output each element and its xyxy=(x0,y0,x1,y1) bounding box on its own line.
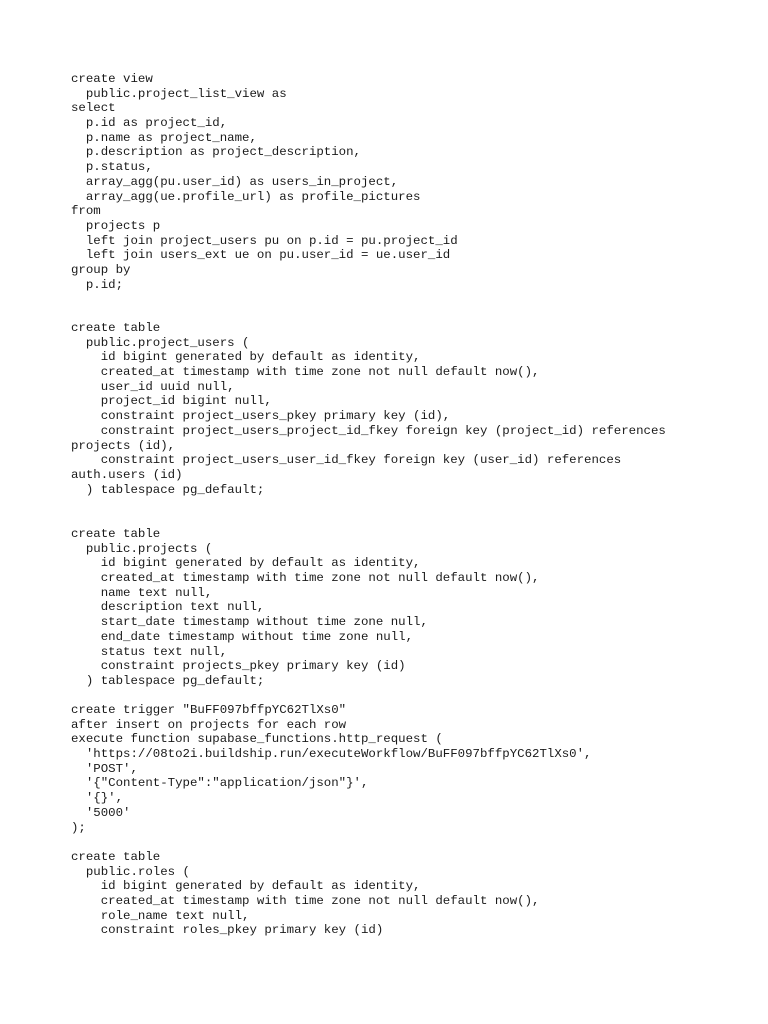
code-line: '{}', xyxy=(71,791,124,806)
code-line: left join project_users pu on p.id = pu.project_id xyxy=(71,233,458,248)
code-line: create table xyxy=(71,527,161,541)
code-line: ); xyxy=(71,820,86,835)
code-line: project_id bigint null, xyxy=(71,394,272,409)
code-line: '5000' xyxy=(71,805,131,820)
create-view-project-list-view-block xyxy=(71,72,458,292)
create-trigger-block xyxy=(71,703,592,835)
code-line: p.id; xyxy=(71,277,124,292)
code-line: array_agg(pu.user_id) as users_in_project, xyxy=(71,174,399,189)
code-line: status text null, xyxy=(71,644,228,659)
code-line: p.id as project_id, xyxy=(71,116,228,131)
create-table-roles-block xyxy=(71,850,539,938)
code-line: constraint roles_pkey primary key (id) xyxy=(71,923,384,938)
create-table-project-users-block xyxy=(71,321,666,497)
code-line: after insert on projects for each row xyxy=(71,717,347,732)
code-line: create view xyxy=(71,72,153,86)
code-line: description text null, xyxy=(71,600,265,615)
code-line: 'POST', xyxy=(71,761,138,776)
code-line: id bigint generated by default as identity, xyxy=(71,879,421,894)
code-line: id bigint generated by default as identity, xyxy=(71,556,421,571)
code-line: public.projects ( xyxy=(71,541,213,556)
code-line: projects p xyxy=(71,218,161,233)
code-line: user_id uuid null, xyxy=(71,379,235,394)
code-line: public.roles ( xyxy=(71,864,190,879)
code-line: created_at timestamp with time zone not null default now(), xyxy=(71,571,540,586)
code-line: p.status, xyxy=(71,160,153,175)
code-line: constraint project_users_pkey primary key (id), xyxy=(71,409,451,424)
code-line: execute function supabase_functions.http_request ( xyxy=(71,732,443,747)
code-line: from xyxy=(71,204,101,219)
code-line: projects (id), xyxy=(71,438,176,453)
code-line: p.description as project_description, xyxy=(71,145,361,160)
code-line: auth.users (id) xyxy=(71,467,183,482)
code-line: create trigger "BuFF097bffpYC62TlXs0" xyxy=(71,703,347,717)
code-line: 'https://08to2i.buildship.run/executeWorkflow/BuFF097bffpYC62TlXs0', xyxy=(71,747,592,762)
code-line: public.project_users ( xyxy=(71,335,250,350)
code-line: role_name text null, xyxy=(71,908,250,923)
create-table-projects-block xyxy=(71,527,539,689)
code-line: constraint projects_pkey primary key (id) xyxy=(71,659,406,674)
code-line: select xyxy=(71,101,116,116)
code-line: start_date timestamp without time zone null, xyxy=(71,615,428,630)
code-line: array_agg(ue.profile_url) as profile_pictures xyxy=(71,189,421,204)
code-line: '{"Content-Type":"application/json"}', xyxy=(71,776,369,791)
code-line: create table xyxy=(71,850,161,864)
code-line: left join users_ext ue on pu.user_id = ue.user_id xyxy=(71,248,451,263)
code-line: public.project_list_view as xyxy=(71,86,287,101)
code-line: id bigint generated by default as identity, xyxy=(71,350,421,365)
code-line: name text null, xyxy=(71,585,213,600)
code-line: created_at timestamp with time zone not null default now(), xyxy=(71,365,540,380)
code-line: group by xyxy=(71,262,131,277)
code-line: constraint project_users_user_id_fkey foreign key (user_id) references xyxy=(71,453,622,468)
code-line: constraint project_users_project_id_fkey foreign key (project_id) references xyxy=(71,423,666,438)
code-line: ) tablespace pg_default; xyxy=(71,673,265,688)
code-line: p.name as project_name, xyxy=(71,130,257,145)
code-line: end_date timestamp without time zone null, xyxy=(71,629,414,644)
code-line: created_at timestamp with time zone not null default now(), xyxy=(71,894,540,909)
code-line: ) tablespace pg_default; xyxy=(71,482,265,497)
code-line: create table xyxy=(71,321,161,335)
